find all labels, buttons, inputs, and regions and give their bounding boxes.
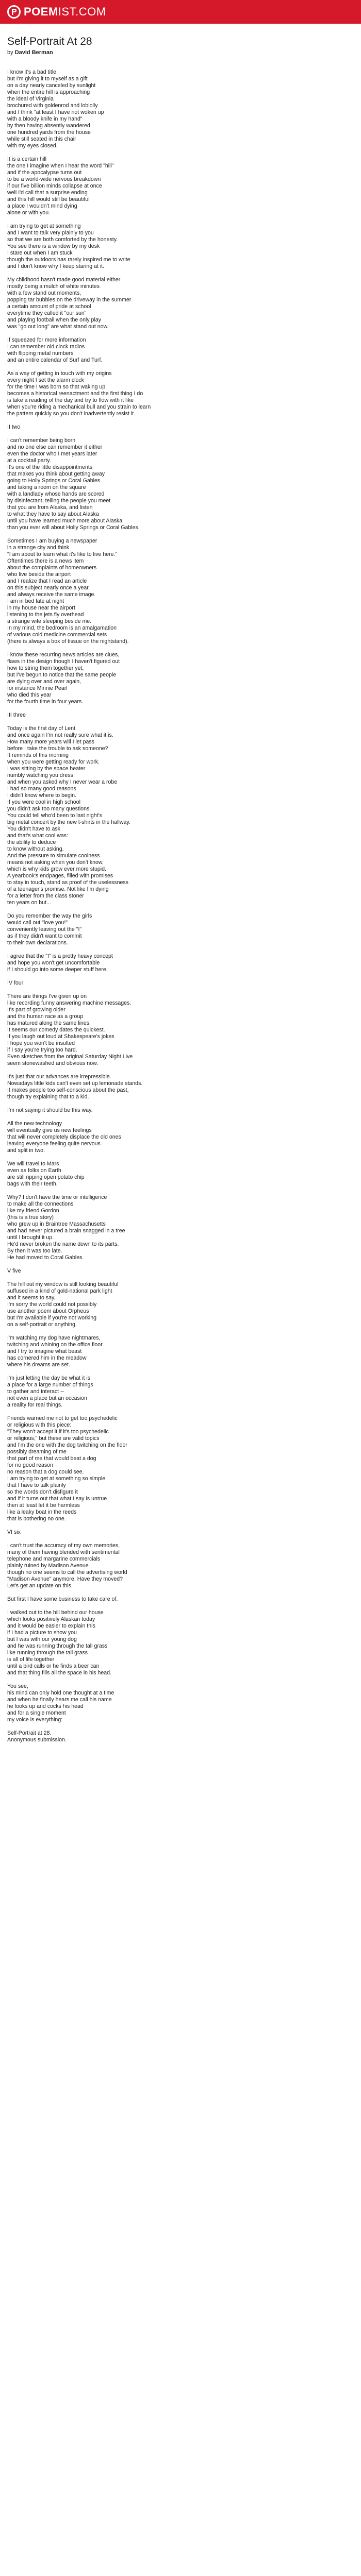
poem-line: but I'm giving it to myself as a gift (7, 76, 88, 82)
poem-stanza (7, 1268, 354, 1275)
poem-line: to gather and interact -- (7, 1388, 64, 1395)
poem-line: if I had a picture to show you (7, 1630, 77, 1636)
poem-line: you didn't ask too many questions. (7, 806, 91, 812)
poem-line: telephone and margarine commercials (7, 1556, 101, 1562)
poem-line: no reason that a dog could see. (7, 1469, 84, 1475)
poem-content (0, 24, 361, 2576)
poem-line: in my house near the airport (7, 605, 75, 611)
poem-line: if I should go into some deeper stuff here. (7, 967, 108, 973)
poem-line: as if they didn't want to commit (7, 933, 82, 939)
poem-line: Anonymous submission. (7, 1737, 67, 1743)
poem-line: Self-Portrait at 28. (7, 1730, 52, 1736)
poem-line: I can't trust the accuracy of my own memories, (7, 1543, 120, 1549)
poem-stanza (7, 1529, 354, 1536)
poem-line: V five (7, 1268, 21, 1274)
poem-line: Nowadays little kids can't even set up lemonade stands. (7, 1080, 143, 1087)
poem-stanza (7, 1730, 354, 1743)
poem-line: and he was running through the tall grass (7, 1643, 108, 1649)
poem-byline (7, 49, 354, 56)
poem-line: before I take the trouble to ask someone? (7, 745, 108, 752)
poem-line: It's just that our advances are irrepressible. (7, 1074, 111, 1080)
poem-line: You could tell who'd been to last night's (7, 812, 102, 819)
poem-line: that is bothering no one. (7, 1516, 66, 1522)
poem-stanza (7, 223, 354, 270)
poem-line: I am trying to get at something (7, 223, 81, 229)
poem-line: I can remember old clock radios (7, 344, 85, 350)
poem-line: If you were cool in high school (7, 799, 80, 805)
poem-line: and I think "at least I have not woken up (7, 109, 104, 115)
poem-stanza (7, 1335, 354, 1368)
poem-stanza (7, 1194, 354, 1261)
poem-line: a place I wouldn't mind dying (7, 203, 77, 209)
poem-line: and for a single moment (7, 1710, 66, 1716)
poem-line: going to Holly Springs or Coral Gables (7, 478, 101, 484)
poem-line: A yearbook's endpages, filled with promises (7, 873, 113, 879)
poem-line: to be a world-wide nervous breakdown (7, 176, 101, 182)
poem-line: II two (7, 424, 21, 430)
poem-line: listening to the jets fly overhead (7, 612, 84, 618)
poem-line: in a strange city and think (7, 545, 70, 551)
poem-line: You didn't have to ask (7, 826, 60, 832)
poem-stanza (7, 1121, 354, 1154)
poem-line: with my eyes closed. (7, 143, 58, 149)
poem-line: ten years on but... (7, 900, 51, 906)
poem-stanza (7, 337, 354, 364)
logo-badge-icon (7, 5, 21, 19)
poem-author[interactable]: David Berman (14, 49, 53, 56)
poem-line: and hope you won't get uncomfortable (7, 960, 100, 966)
poem-line: many of them having blended with sentimental (7, 1549, 120, 1555)
poem-line: my voice is everything: (7, 1717, 63, 1723)
poem-title: Self-Portrait At 28 (7, 36, 92, 47)
poem-line: "I am about to learn what it's like to live here." (7, 551, 118, 557)
poem-line: I walked out to the hill behind our house (7, 1609, 104, 1616)
poem-line: It's part of growing older (7, 1007, 65, 1013)
poem-line: his mind can only hold one thought at a time (7, 1690, 114, 1696)
poem-stanza (7, 725, 354, 906)
poem-line: If squeezed for more information (7, 337, 86, 343)
poem-line: for the time I was born so that waking up (7, 384, 106, 390)
poem-line: that I have to talk plainly (7, 1482, 66, 1488)
poem-line: Oftentimes there is a news item (7, 558, 84, 564)
poem-line: and if it turns out that what I say is untrue (7, 1496, 107, 1502)
poem-line: brochured with goldenrod and loblolly (7, 103, 98, 109)
poem-line: who live beside the airport (7, 571, 71, 578)
poem-line: a strange wife sleeping beside me. (7, 618, 92, 624)
poem-line: and an entire calendar of Surf and Turf. (7, 357, 103, 363)
poem-line: about the complaints of homeowners (7, 565, 97, 571)
poem-line: than you ever will about Holly Springs or Coral Gables. (7, 524, 140, 531)
poem-line: It's one of the little disappointments (7, 464, 93, 470)
poem-line: on this subject nearly once a year (7, 585, 89, 591)
poem-line: suffused in a kind of gold-national park light (7, 1288, 112, 1294)
poem-line: It makes people too self-conscious about the past, (7, 1087, 129, 1093)
poem-line: like recording funny answering machine messages. (7, 1000, 132, 1006)
poem-line: and it seems to say, (7, 1295, 56, 1301)
poem-line: is take a reading of the day and try to flow with it like (7, 397, 134, 403)
poem-line: a place for a large number of things (7, 1382, 93, 1388)
poem-stanza (7, 652, 354, 705)
poem-line: In my mind, the bedroom is an amalgamation (7, 625, 117, 631)
poem-line: the ability to deduce (7, 839, 56, 845)
poem-line: which is why kids grow ever more stupid. (7, 866, 106, 872)
poem-stanza (7, 993, 354, 1067)
poem-line: IV four (7, 980, 24, 986)
poem-line: He had moved to Coral Gables. (7, 1255, 84, 1261)
poem-line: and when he finally hears me call his name (7, 1697, 112, 1703)
poem-line: I'm sorry the world could not possibly (7, 1301, 97, 1308)
poem-line: and always receive the same image. (7, 591, 96, 598)
poem-line: and playing football when the only play (7, 317, 101, 323)
poem-line: and split in two. (7, 1147, 45, 1154)
poem-line: with flipping metal numbers (7, 350, 74, 357)
poem-line: Do you remember the way the girls (7, 913, 92, 919)
poem-line: I can't remember being born (7, 437, 76, 444)
poem-line: and it would be easier to explain this (7, 1623, 95, 1629)
poem-line: on a day nearly canceled by sunlight (7, 82, 96, 89)
poem-line: VI six (7, 1529, 21, 1535)
site-logo[interactable] (7, 5, 106, 19)
poem-stanza (7, 156, 354, 216)
poem-line: not even a place but an occasion (7, 1395, 87, 1401)
poem-line: where his dreams are set. (7, 1362, 70, 1368)
poem-line: I hope you won't be insulted (7, 1040, 75, 1046)
poem-line: I was sitting by the space heater (7, 766, 86, 772)
poem-line: conveniently leaving out the "I" (7, 926, 82, 933)
poem-line: so the words don't disfigure it (7, 1489, 78, 1495)
poem-stanza (7, 1609, 354, 1676)
poem-line: Sometimes I am buying a newspaper (7, 538, 97, 544)
poem-line: to stay in touch, stand as proof of the uselessness (7, 879, 128, 886)
poem-line: like my friend Gordon (7, 1208, 59, 1214)
poem-line: It reminds of this morning (7, 752, 69, 758)
poem-line: You see there is a window by my desk (7, 243, 100, 249)
poem-line: and if the apocalypse turns out (7, 170, 82, 176)
poem-line: who died this year (7, 692, 52, 698)
poem-line: to their own declarations. (7, 940, 68, 946)
poem-line: if I say you're trying too hard. (7, 1047, 77, 1053)
poem-line: "They won't accept it if it's too psychedelic (7, 1429, 109, 1435)
poem-line: how to string them together yet, (7, 665, 84, 671)
poem-line: By then it was too late. (7, 1248, 62, 1254)
poem-line: which looks positively Alaskan today (7, 1616, 95, 1622)
poem-line: by then having absently wandered (7, 123, 90, 129)
poem-line: would call out "love you!" (7, 920, 68, 926)
poem-line: will eventually give us new feelings (7, 1127, 92, 1133)
poem-line: We will travel to Mars (7, 1161, 59, 1167)
poem-line: even as folks on Earth (7, 1167, 61, 1174)
poem-line: well I'd call that a surprise ending (7, 190, 88, 196)
poem-line: I'm not saying it should be this way. (7, 1107, 93, 1113)
poem-line: who grew up in Braintree Massachusetts (7, 1221, 106, 1227)
poem-line: for a letter from the class stoner (7, 893, 84, 899)
poem-line: and when you asked why I never wear a robe (7, 779, 118, 785)
poem-line: I know it's a bad title (7, 69, 57, 75)
site-header (0, 0, 361, 24)
poem-line: that will never completely displace the old ones (7, 1134, 121, 1140)
poem-line: but I'm available if you're not working (7, 1315, 97, 1321)
logo-text-rest: IST.COM (58, 5, 106, 18)
poem-stanza (7, 1074, 354, 1100)
poem-line: with a bloody knife in my hand" (7, 116, 83, 122)
poem-line: means not asking when you don't know, (7, 859, 104, 866)
poem-line: Even sketches from the original Saturday Night Live (7, 1054, 133, 1060)
poem-line: twitching and whining on the office floor (7, 1342, 103, 1348)
poem-line: (there is always a box of tissue on the nightstand). (7, 638, 129, 645)
poem-line: I stare out when I am stuck (7, 250, 73, 256)
poem-line: or religious," but these are valid topics (7, 1435, 100, 1442)
poem-stanza (7, 980, 354, 987)
poem-line: numbly watching you dress (7, 772, 73, 778)
poem-stanza (7, 437, 354, 531)
poem-stanza (7, 1415, 354, 1522)
poem-stanza (7, 1281, 354, 1328)
poem-line: There are things I've given up on (7, 993, 87, 999)
poem-line: and I want to talk very plainly to you (7, 230, 94, 236)
poem-line: As a way of getting in touch with my origins (7, 370, 112, 377)
poem-line: But first I have some business to take care of. (7, 1596, 118, 1602)
poem-line: until I brought it up. (7, 1234, 54, 1241)
poem-line: then at least let it be harmless (7, 1502, 80, 1509)
poem-line: for no good reason (7, 1462, 53, 1468)
poem-line: every night I set the alarm clock (7, 377, 84, 383)
poem-line: becomes a historical reenactment and the first thing I do (7, 391, 143, 397)
quill-icon (11, 8, 17, 15)
poem-line: I'm just letting the day be what it is: (7, 1375, 92, 1381)
poem-line: If you laugh out loud at Shakespeare's jokes (7, 1033, 114, 1040)
poem-line: bags with their teeth. (7, 1181, 58, 1187)
poem-line: but I was with our young dog (7, 1636, 77, 1642)
poem-line: one hundred yards from the house (7, 129, 91, 135)
poem-line: or religious with this piece: (7, 1422, 72, 1428)
poem-line: Friends warned me not to get too psychedelic (7, 1415, 118, 1421)
poem-line: while still seated in this chair (7, 136, 76, 142)
poem-line: to know without asking. (7, 846, 64, 852)
poem-line: I know these recurring news articles are clues, (7, 652, 120, 658)
poem-line: possibly dreaming of me (7, 1449, 67, 1455)
poem-stanza (7, 370, 354, 417)
poem-line: that makes you think about getting away (7, 471, 105, 477)
poem-line: and I try to imagine what beast (7, 1348, 82, 1354)
poem-line: until you have learned much more about Alaska (7, 518, 123, 524)
poem-line: Today is the first day of Lent (7, 725, 75, 732)
poem-stanza (7, 277, 354, 330)
poem-line: big metal concert by the new t-shirts in the hallway. (7, 819, 130, 825)
poem-stanza (7, 1161, 354, 1188)
poem-line: And the pressure to simulate coolness (7, 853, 100, 859)
poem-line: It is a certain hill (7, 156, 46, 162)
poem-line: though the outdoors has rarely inspired me to write (7, 257, 130, 263)
poem-line: Let's get an update on this. (7, 1583, 73, 1589)
poem-line: flaws in the design though I haven't figured out (7, 658, 120, 665)
poem-line: III three (7, 712, 26, 718)
poem-line: and had never pictured a brain snagged in a tree (7, 1228, 125, 1234)
poem-line: with a few stand out moments, (7, 290, 81, 296)
poem-stanza (7, 953, 354, 973)
poem-line: My childhood hasn't made good material either (7, 277, 121, 283)
poem-line: at a cocktail party. (7, 457, 51, 464)
poem-line: are dying over and over again, (7, 679, 81, 685)
poem-stanza (7, 712, 354, 719)
poem-line: and I'm the one with the dog twitching on the floor (7, 1442, 127, 1448)
poem-line: of a teenager's promise. Not like I'm dying (7, 886, 109, 892)
poem-line: I didn't know where to begin. (7, 792, 76, 799)
poem-line: mostly being a mulch of white minutes (7, 283, 100, 290)
poem-line: the one I imagine when I hear the word "hill" (7, 163, 114, 169)
poem-line: I had so many good reasons (7, 786, 76, 792)
poem-line: though no one seems to call the advertising world (7, 1569, 127, 1575)
poem-line: if our five billion minds collapse at once (7, 183, 102, 189)
poem-line: so that we are both comforted by the honesty. (7, 236, 118, 243)
poem-line: until a bird calls or he finds a beer can (7, 1663, 100, 1669)
poem-line: Why? I don't have the time or intelligence (7, 1194, 107, 1200)
poem-line: I agree that the "I" is a pretty heavy concept (7, 953, 113, 959)
poem-line: I'm watching my dog have nightmares, (7, 1335, 101, 1341)
poem-line: to what they have to say about Alaska (7, 511, 99, 517)
poem-stanza (7, 913, 354, 946)
poem-line: and no one else can remember it either (7, 444, 103, 450)
poem-stanza (7, 424, 354, 431)
poem-line: with a landlady whose hands are scored (7, 491, 105, 497)
poem-line: a reality for real things. (7, 1402, 63, 1408)
poem-line: that part of me that would beat a dog (7, 1455, 96, 1462)
poem-line: like a leaky boat in the reeds (7, 1509, 77, 1515)
poem-line: of various cold medicine commercial sets (7, 632, 107, 638)
poem-line: use another poem about Orpheus (7, 1308, 89, 1314)
poem-stanza (7, 1375, 354, 1409)
poem-stanza (7, 1107, 354, 1114)
poem-line: seem stonewashed and obvious now. (7, 1060, 99, 1066)
poem-line: like running through the tall grass (7, 1650, 88, 1656)
poem-line: to make all the connections (7, 1201, 74, 1207)
poem-line: but I've begun to notice that the same people (7, 672, 117, 678)
poem-line: on a self-portrait or anything. (7, 1321, 77, 1328)
poem-line: and the human race as a group (7, 1013, 84, 1020)
poem-line: and that's what cool was: (7, 833, 69, 839)
poem-line: that you are from Alaska, and listen (7, 504, 93, 511)
poem-line: a certain amount of pride at school (7, 303, 91, 310)
poem-line: and I don't know why I keep staring at it. (7, 263, 105, 269)
poem-line: "Madison Avenue" anymore. Have they moved? (7, 1576, 123, 1582)
poem-line: when you were getting ready for work. (7, 759, 100, 765)
poem-line: and I realize that I read an article (7, 578, 87, 584)
poem-line: has cornered him in the meadow (7, 1355, 87, 1361)
poem-stanza (7, 1596, 354, 1603)
poem-line: when the entire hill is approaching (7, 89, 90, 95)
poem-stanza (7, 538, 354, 645)
poem-line: and once again I'm not really sure what it is. (7, 732, 113, 738)
poem-line: for the fourth time in four years. (7, 699, 84, 705)
poem-line: by disinfectant, telling the people you meet (7, 498, 111, 504)
poem-line: and that thing fills all the space in his head. (7, 1670, 112, 1676)
poem-line: The hill out my window is still looking beautiful (7, 1281, 119, 1287)
poem-line: popping tar bubbles on the driveway in the summer (7, 297, 132, 303)
poem-line: All the new technology (7, 1121, 62, 1127)
by-label: by (7, 49, 13, 56)
poem-line: everytime they called it "our sun" (7, 310, 87, 316)
poem-stanza (7, 1683, 354, 1723)
poem-line: has matured along the same lines. (7, 1020, 91, 1026)
poem-line: plainly ruined by Madison Avenue (7, 1563, 89, 1569)
poem-line: leaving everyone feeling quite nervous (7, 1141, 101, 1147)
logo-text-bold: POEM (24, 5, 58, 18)
poem-body (7, 69, 354, 1743)
poem-line: (this is a true story) (7, 1214, 54, 1221)
poem-line: He'd never broken the name down to its parts. (7, 1241, 119, 1247)
poem-line: when you're riding a mechanical bull and you strain to learn (7, 404, 151, 410)
poem-line: alone or with you. (7, 210, 51, 216)
poem-line: It seems our comedy dates the quickest. (7, 1027, 105, 1033)
poem-line: the pattern quickly so you don't inadvertently resist it. (7, 411, 136, 417)
poem-line: even the doctor who I met years later (7, 451, 97, 457)
poem-line: though try explaining that to a kid. (7, 1094, 89, 1100)
poem-stanza (7, 69, 354, 149)
poem-line: I am in bed late at night (7, 598, 64, 604)
poem-line: and this hill would still be beautiful (7, 196, 90, 202)
poem-line: are still ripping open potato chip (7, 1174, 85, 1180)
poem-line: How many more years will I let pass (7, 739, 94, 745)
poem-line: the ideal of Virginia (7, 96, 54, 102)
poem-line: he looks up and cocks his head (7, 1703, 84, 1709)
poem-line: and taking a room on the square (7, 484, 86, 490)
poem-line: I am trying to get at something so simple (7, 1476, 106, 1482)
poem-line: for instance Minnie Pearl (7, 685, 68, 691)
poem-line: was "go out long" are what stand out now. (7, 324, 109, 330)
poem-line: You see, (7, 1683, 28, 1689)
poem-line: is all of life together (7, 1656, 55, 1663)
poem-stanza (7, 1543, 354, 1589)
